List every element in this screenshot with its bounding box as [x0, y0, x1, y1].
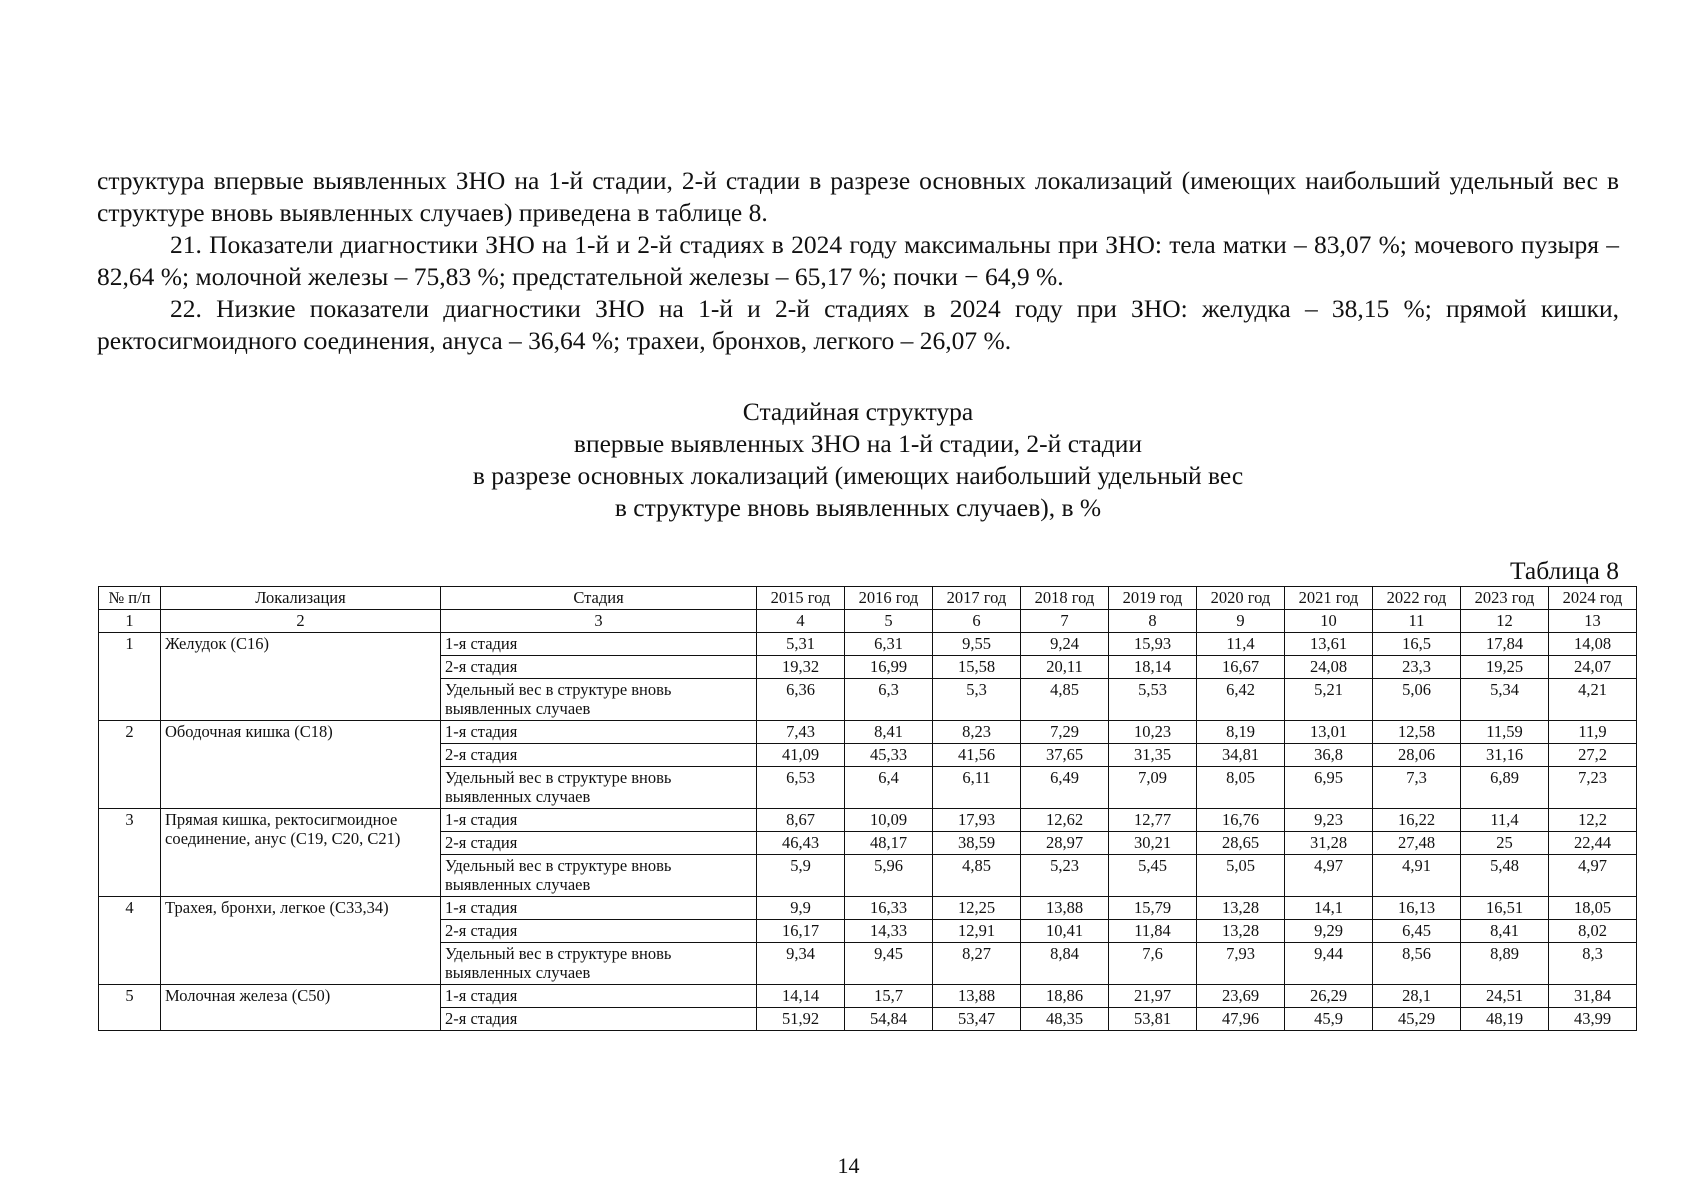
value-cell: 10,09 [845, 809, 933, 832]
table-label: Таблица 8 [1509, 556, 1619, 585]
header-year: 2015 год [757, 587, 845, 610]
heading-line: в структуре вновь выявленных случаев), в % [614, 493, 1102, 522]
header-year: 2022 год [1373, 587, 1461, 610]
value-cell: 24,08 [1285, 656, 1373, 679]
value-cell: 15,7 [845, 985, 933, 1008]
value-cell: 14,08 [1549, 633, 1637, 656]
value-cell: 8,41 [845, 721, 933, 744]
value-cell: 28,1 [1373, 985, 1461, 1008]
row-number: 3 [99, 809, 161, 897]
value-cell: 8,3 [1549, 943, 1637, 985]
column-index: 3 [441, 610, 757, 633]
value-cell: 47,96 [1197, 1008, 1285, 1031]
column-index: 6 [933, 610, 1021, 633]
header-stage: Стадия [441, 587, 757, 610]
value-cell: 45,33 [845, 744, 933, 767]
value-cell: 7,6 [1109, 943, 1197, 985]
stage-cell: 2-я стадия [441, 920, 757, 943]
paragraph-22: 22. Низкие показатели диагностики ЗНО на 1-й и 2-й стадиях в 2024 году при ЗНО: желудка – 38,15 %; прямой кишки, ректосигмоидного соединения, ануса – 36,64 %; трахеи, бронхов, легкого – 26,07 %. [97, 294, 1619, 355]
value-cell: 13,28 [1197, 920, 1285, 943]
value-cell: 27,2 [1549, 744, 1637, 767]
value-cell: 4,91 [1373, 855, 1461, 897]
value-cell: 26,29 [1285, 985, 1373, 1008]
value-cell: 5,48 [1461, 855, 1549, 897]
value-cell: 6,89 [1461, 767, 1549, 809]
value-cell: 15,79 [1109, 897, 1197, 920]
value-cell: 5,45 [1109, 855, 1197, 897]
value-cell: 16,67 [1197, 656, 1285, 679]
value-cell: 22,44 [1549, 832, 1637, 855]
header-year: 2017 год [933, 587, 1021, 610]
value-cell: 9,24 [1021, 633, 1109, 656]
stage-cell: 1-я стадия [441, 809, 757, 832]
value-cell: 8,19 [1197, 721, 1285, 744]
value-cell: 5,21 [1285, 679, 1373, 721]
column-index: 7 [1021, 610, 1109, 633]
column-index: 5 [845, 610, 933, 633]
paragraph-21: 21. Показатели диагностики ЗНО на 1-й и 2-й стадиях в 2024 году максимальны при ЗНО: тела матки – 83,07 %; мочевого пузыря – 82,64 %; молочной железы – 75,83 %; предстательной железы – 65,17 %; почки − 64,9 %. [97, 230, 1619, 291]
stage-cell: 1-я стадия [441, 721, 757, 744]
stage-cell: Удельный вес в структуре вновь выявленных случаев [441, 679, 757, 721]
value-cell: 5,3 [933, 679, 1021, 721]
header-num: № п/п [99, 587, 161, 610]
value-cell: 6,42 [1197, 679, 1285, 721]
value-cell: 16,17 [757, 920, 845, 943]
value-cell: 18,86 [1021, 985, 1109, 1008]
value-cell: 4,97 [1285, 855, 1373, 897]
value-cell: 6,3 [845, 679, 933, 721]
table-body [99, 610, 1637, 1031]
value-cell: 14,1 [1285, 897, 1373, 920]
stage-cell: 1-я стадия [441, 985, 757, 1008]
value-cell: 6,11 [933, 767, 1021, 809]
value-cell: 9,29 [1285, 920, 1373, 943]
value-cell: 5,34 [1461, 679, 1549, 721]
value-cell: 16,33 [845, 897, 933, 920]
value-cell: 5,53 [1109, 679, 1197, 721]
value-cell: 15,93 [1109, 633, 1197, 656]
value-cell: 8,27 [933, 943, 1021, 985]
value-cell: 18,05 [1549, 897, 1637, 920]
value-cell: 28,06 [1373, 744, 1461, 767]
value-cell: 51,92 [757, 1008, 845, 1031]
value-cell: 8,02 [1549, 920, 1637, 943]
value-cell: 48,19 [1461, 1008, 1549, 1031]
value-cell: 37,65 [1021, 744, 1109, 767]
value-cell: 5,31 [757, 633, 845, 656]
value-cell: 28,97 [1021, 832, 1109, 855]
value-cell: 41,56 [933, 744, 1021, 767]
header-year: 2020 год [1197, 587, 1285, 610]
value-cell: 9,34 [757, 943, 845, 985]
value-cell: 41,09 [757, 744, 845, 767]
stage-cell: 2-я стадия [441, 656, 757, 679]
value-cell: 9,9 [757, 897, 845, 920]
location-cell: Молочная железа (С50) [161, 985, 441, 1031]
value-cell: 7,93 [1197, 943, 1285, 985]
page-number: 14 [837, 1153, 860, 1178]
value-cell: 13,28 [1197, 897, 1285, 920]
value-cell: 12,91 [933, 920, 1021, 943]
value-cell: 5,96 [845, 855, 933, 897]
header-year: 2019 год [1109, 587, 1197, 610]
value-cell: 43,99 [1549, 1008, 1637, 1031]
value-cell: 14,14 [757, 985, 845, 1008]
value-cell: 9,44 [1285, 943, 1373, 985]
header-row [99, 587, 1637, 610]
header-year: 2018 год [1021, 587, 1109, 610]
value-cell: 7,23 [1549, 767, 1637, 809]
value-cell: 8,84 [1021, 943, 1109, 985]
header-year: 2024 год [1549, 587, 1637, 610]
value-cell: 9,55 [933, 633, 1021, 656]
value-cell: 8,56 [1373, 943, 1461, 985]
value-cell: 13,61 [1285, 633, 1373, 656]
row-number: 1 [99, 633, 161, 721]
value-cell: 16,22 [1373, 809, 1461, 832]
value-cell: 6,95 [1285, 767, 1373, 809]
value-cell: 9,23 [1285, 809, 1373, 832]
value-cell: 7,29 [1021, 721, 1109, 744]
value-cell: 11,4 [1197, 633, 1285, 656]
table-row [99, 721, 1637, 744]
column-index-row [99, 610, 1637, 633]
value-cell: 6,49 [1021, 767, 1109, 809]
value-cell: 48,17 [845, 832, 933, 855]
value-cell: 23,3 [1373, 656, 1461, 679]
value-cell: 11,84 [1109, 920, 1197, 943]
value-cell: 12,58 [1373, 721, 1461, 744]
value-cell: 6,31 [845, 633, 933, 656]
header-year: 2023 год [1461, 587, 1549, 610]
value-cell: 4,21 [1549, 679, 1637, 721]
value-cell: 7,43 [757, 721, 845, 744]
value-cell: 16,76 [1197, 809, 1285, 832]
value-cell: 30,21 [1109, 832, 1197, 855]
value-cell: 5,06 [1373, 679, 1461, 721]
table-row [99, 897, 1637, 920]
value-cell: 45,29 [1373, 1008, 1461, 1031]
heading-line: Стадийная структура [742, 397, 974, 426]
value-cell: 14,33 [845, 920, 933, 943]
value-cell: 27,48 [1373, 832, 1461, 855]
value-cell: 7,09 [1109, 767, 1197, 809]
value-cell: 11,9 [1549, 721, 1637, 744]
value-cell: 12,2 [1549, 809, 1637, 832]
value-cell: 20,11 [1021, 656, 1109, 679]
value-cell: 23,69 [1197, 985, 1285, 1008]
value-cell: 46,43 [757, 832, 845, 855]
value-cell: 34,81 [1197, 744, 1285, 767]
stage-structure-table [98, 586, 1637, 1031]
value-cell: 16,13 [1373, 897, 1461, 920]
stage-cell: Удельный вес в структуре вновь выявленных случаев [441, 943, 757, 985]
value-cell: 13,88 [1021, 897, 1109, 920]
column-index: 13 [1549, 610, 1637, 633]
value-cell: 31,35 [1109, 744, 1197, 767]
value-cell: 5,9 [757, 855, 845, 897]
value-cell: 4,85 [1021, 679, 1109, 721]
row-number: 2 [99, 721, 161, 809]
value-cell: 54,84 [845, 1008, 933, 1031]
value-cell: 19,32 [757, 656, 845, 679]
value-cell: 4,97 [1549, 855, 1637, 897]
column-index: 4 [757, 610, 845, 633]
value-cell: 11,59 [1461, 721, 1549, 744]
value-cell: 53,81 [1109, 1008, 1197, 1031]
stage-cell: 2-я стадия [441, 832, 757, 855]
value-cell: 19,25 [1461, 656, 1549, 679]
stage-cell: Удельный вес в структуре вновь выявленных случаев [441, 855, 757, 897]
value-cell: 9,45 [845, 943, 933, 985]
stage-cell: 1-я стадия [441, 633, 757, 656]
value-cell: 31,16 [1461, 744, 1549, 767]
stage-cell: Удельный вес в структуре вновь выявленных случаев [441, 767, 757, 809]
value-cell: 5,05 [1197, 855, 1285, 897]
value-cell: 8,05 [1197, 767, 1285, 809]
value-cell: 25 [1461, 832, 1549, 855]
table-row [99, 985, 1637, 1008]
stage-cell: 1-я стадия [441, 897, 757, 920]
heading-line: впервые выявленных ЗНО на 1-й стадии, 2-й стадии [573, 429, 1143, 458]
header-year: 2016 год [845, 587, 933, 610]
value-cell: 16,99 [845, 656, 933, 679]
value-cell: 15,58 [933, 656, 1021, 679]
header-location: Локализация [161, 587, 441, 610]
value-cell: 13,01 [1285, 721, 1373, 744]
value-cell: 28,65 [1197, 832, 1285, 855]
value-cell: 24,07 [1549, 656, 1637, 679]
value-cell: 8,23 [933, 721, 1021, 744]
value-cell: 24,51 [1461, 985, 1549, 1008]
body-text [97, 165, 1619, 357]
stage-cell: 2-я стадия [441, 744, 757, 767]
column-index: 1 [99, 610, 161, 633]
value-cell: 38,59 [933, 832, 1021, 855]
row-number: 5 [99, 985, 161, 1031]
location-cell: Ободочная кишка (С18) [161, 721, 441, 809]
header-year: 2021 год [1285, 587, 1373, 610]
value-cell: 16,51 [1461, 897, 1549, 920]
value-cell: 45,9 [1285, 1008, 1373, 1031]
column-index: 10 [1285, 610, 1373, 633]
value-cell: 53,47 [933, 1008, 1021, 1031]
value-cell: 13,88 [933, 985, 1021, 1008]
value-cell: 5,23 [1021, 855, 1109, 897]
location-cell: Трахея, бронхи, легкое (С33,34) [161, 897, 441, 985]
value-cell: 8,67 [757, 809, 845, 832]
value-cell: 6,4 [845, 767, 933, 809]
column-index: 8 [1109, 610, 1197, 633]
row-number: 4 [99, 897, 161, 985]
value-cell: 6,45 [1373, 920, 1461, 943]
table-row [99, 633, 1637, 656]
value-cell: 31,28 [1285, 832, 1373, 855]
value-cell: 48,35 [1021, 1008, 1109, 1031]
value-cell: 12,62 [1021, 809, 1109, 832]
value-cell: 8,41 [1461, 920, 1549, 943]
value-cell: 18,14 [1109, 656, 1197, 679]
column-index: 12 [1461, 610, 1549, 633]
column-index: 2 [161, 610, 441, 633]
value-cell: 4,85 [933, 855, 1021, 897]
value-cell: 17,93 [933, 809, 1021, 832]
column-index: 9 [1197, 610, 1285, 633]
value-cell: 21,97 [1109, 985, 1197, 1008]
value-cell: 6,36 [757, 679, 845, 721]
paragraph-intro: структура впервые выявленных ЗНО на 1-й стадии, 2-й стадии в разрезе основных локализаций (имеющих наибольший удельный вес в структуре вновь выявленных случаев) приведена в таблице 8. [97, 166, 1619, 227]
value-cell: 6,53 [757, 767, 845, 809]
value-cell: 10,41 [1021, 920, 1109, 943]
value-cell: 36,8 [1285, 744, 1373, 767]
heading-line: в разрезе основных локализаций (имеющих наибольший удельный вес [472, 461, 1244, 490]
value-cell: 31,84 [1549, 985, 1637, 1008]
value-cell: 12,77 [1109, 809, 1197, 832]
table-heading [97, 396, 1619, 524]
table-row [99, 809, 1637, 832]
value-cell: 16,5 [1373, 633, 1461, 656]
value-cell: 7,3 [1373, 767, 1461, 809]
column-index: 11 [1373, 610, 1461, 633]
value-cell: 12,25 [933, 897, 1021, 920]
location-cell: Желудок (С16) [161, 633, 441, 721]
location-cell: Прямая кишка, ректосигмоидное соединение, анус (С19, С20, С21) [161, 809, 441, 897]
value-cell: 8,89 [1461, 943, 1549, 985]
stage-cell: 2-я стадия [441, 1008, 757, 1031]
value-cell: 10,23 [1109, 721, 1197, 744]
value-cell: 17,84 [1461, 633, 1549, 656]
value-cell: 11,4 [1461, 809, 1549, 832]
